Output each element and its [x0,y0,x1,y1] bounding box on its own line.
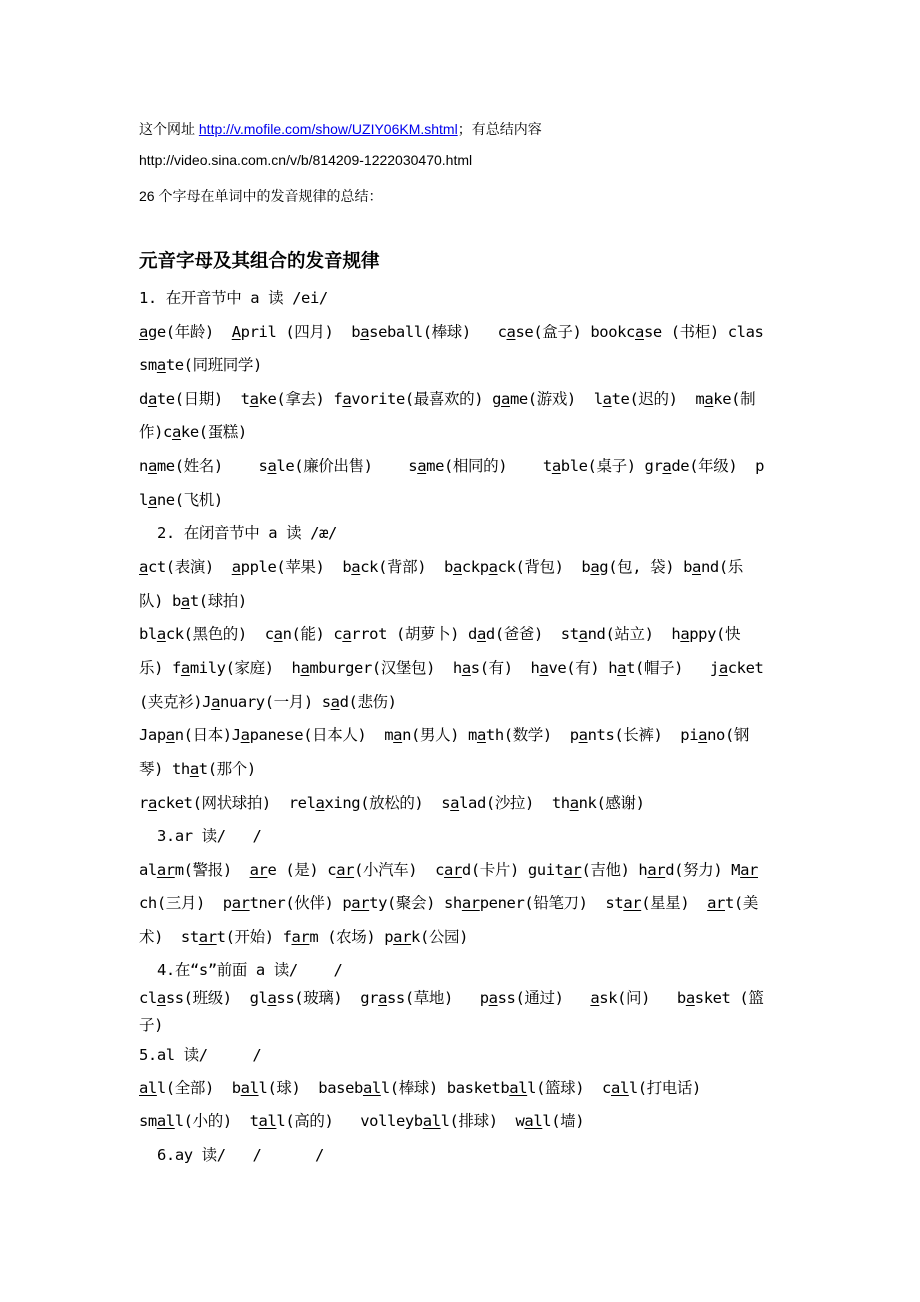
underlined-letters: ar [231,894,250,912]
vocab-line [157,521,337,543]
underlined-letters: a [156,989,166,1007]
underlined-letters: a [692,558,701,576]
line-text: se (书柜) clas [643,323,764,341]
line-text: xing(放松的) s [324,794,451,812]
vocab-line [139,555,743,577]
line-text: l [139,491,148,509]
line-text: l(排球) w [440,1112,525,1130]
underlined-letters: al [610,1079,629,1097]
line-text: sm [139,1112,157,1130]
underlined-letters: a [231,558,241,576]
line-text: nts(长裤) pi [587,726,699,744]
line-text: 琴) th [139,760,190,778]
underlined-letters: a [685,989,695,1007]
line-text: sm [139,356,157,374]
underlined-letters: a [300,659,310,677]
vocab-line [139,420,247,442]
line-text: seball(棒球) c [369,323,507,341]
line-text: th(数学) p [485,726,579,744]
line-text: t(美 [725,894,758,912]
line-text: 作)c [139,423,172,441]
line-text: tner(伙伴) p [249,894,352,912]
line-text: m(警报) [174,861,250,879]
line-text: vorite(最喜欢的) g [351,390,501,408]
underlined-letters: A [231,323,241,341]
underlined-letters: a [476,625,486,643]
underlined-letters: al [362,1079,381,1097]
line-text: ss(玻璃) gr [276,989,379,1007]
line-text: d(努力) M [665,861,741,879]
line-text: lad(沙拉) th [459,794,570,812]
underlined-letters: ar [351,894,370,912]
intro-line-sina: http://video.sina.com.cn/v/b/814209-1222030470.html [139,152,473,168]
underlined-letters: a [476,726,486,744]
underlined-letters: a [171,423,181,441]
underlined-letters: al [240,1079,259,1097]
underlined-letters: a [249,390,259,408]
line-text: ke(蛋糕) [180,423,247,441]
underlined-letters: a [211,693,221,711]
line-text: te(迟的) m [611,390,705,408]
line-text: d [139,390,148,408]
underlined-letters: ar [461,894,480,912]
line-text: te(日期) t [156,390,250,408]
underlined-letters: al [524,1112,543,1130]
line-text: mily(家庭) h [189,659,301,677]
underlined-letters: ar [336,861,355,879]
underlined-letters: ar [707,894,725,912]
vocab-line [139,690,397,712]
line-text: 2. 在闭音节中 a 读 /æ/ [157,524,337,542]
line-text: nd(站立) h [587,625,681,643]
underlined-letters: ar [444,861,462,879]
line-text: (小汽车) c [354,861,445,879]
line-text: l(球) baseb [258,1079,363,1097]
underlined-letters: ar [740,861,758,879]
underlined-letters: a [461,659,471,677]
line-text: r [139,794,148,812]
vocab-line [139,454,764,476]
vocab-line [139,791,645,813]
line-text: sket (篮 [694,989,764,1007]
line-text: n(日本)J [174,726,241,744]
line-text: (星星) [641,894,708,912]
underlined-letters: a [569,794,579,812]
mofile-link[interactable]: http://v.mofile.com/show/UZIY06KM.shtml [198,121,458,137]
underlined-letters: ar [291,928,310,946]
underlined-letters: a [718,659,728,677]
underlined-letters: a [450,794,460,812]
line-text: de(年级) p [671,457,765,475]
line-text: 6.ay 读/ / / [157,1146,324,1164]
vocab-line [139,1109,584,1131]
line-text: 乐) f [139,659,181,677]
line-text: ck(黑色的) c [165,625,274,643]
underlined-letters: a [488,989,498,1007]
underlined-letters: a [147,390,157,408]
underlined-letters: a [267,989,277,1007]
line-text: e (是) c [267,861,337,879]
line-text: l(棒球) basketb [380,1079,510,1097]
vocab-line [139,986,763,1008]
line-text: cket(网状球拍) rel [156,794,316,812]
underlined-letters: a [315,794,325,812]
line-text: ss(通过) [497,989,591,1007]
underlined-letters: a [240,726,250,744]
line-text: ble(桌子) gr [560,457,663,475]
line-text: ne(飞机) [156,491,223,509]
line-text: pple(苹果) b [240,558,352,576]
vocab-line [157,824,261,846]
underlined-letters: a [180,659,190,677]
intro-line-summary: 26 个字母在单词中的发音规律的总结： [139,188,383,204]
underlined-letters: a [165,726,175,744]
line-text: l(篮球) c [527,1079,611,1097]
vocab-line [139,286,328,308]
underlined-letters: al [139,1079,157,1097]
line-text: nd(乐 [700,558,743,576]
line-text: panese(日本人) m [249,726,394,744]
underlined-letters: al [156,1112,175,1130]
line-text: d(爸爸) st [485,625,579,643]
vocab-line [139,1043,261,1065]
line-text: (吉他) h [581,861,648,879]
line-text: 1. 在开音节中 a 读 /ei/ [139,289,328,307]
underlined-letters: a [578,625,588,643]
line-text: ge(年龄) [147,323,232,341]
line-text: ss(草地) p [387,989,489,1007]
line-text: l(墙) [542,1112,585,1130]
line-text: sk(问) b [599,989,686,1007]
underlined-letters: a [147,491,157,509]
underlined-letters: a [267,457,277,475]
underlined-letters: a [617,659,627,677]
line-text: ty(聚会) sh [369,894,462,912]
underlined-letters: ar [198,928,217,946]
underlined-letters: a [156,356,166,374]
underlined-letters: a [342,390,352,408]
line-text: d(悲伤) [339,693,397,711]
underlined-letters: a [590,989,600,1007]
underlined-letters: a [417,457,427,475]
underlined-letters: a [680,625,690,643]
underlined-letters: a [147,794,157,812]
vocab-line [139,858,758,880]
line-text: 4.在“s”前面 a 读/ / [157,961,343,979]
vocab-line [157,1143,324,1165]
underlined-letters: al [422,1112,441,1130]
line-text: ck(背部) b [360,558,453,576]
vocab-line [139,387,755,409]
line-text: 术) st [139,928,199,946]
underlined-letters: a [539,659,549,677]
underlined-letters: ar [563,861,582,879]
line-text: ss(班级) gl [165,989,268,1007]
underlined-letters: a [147,457,157,475]
underlined-letters: a [551,457,561,475]
line-text: te(同班同学) [165,356,262,374]
underlined-letters: a [704,390,714,408]
line-text: t(帽子) j [626,659,719,677]
intro-prefix: 这个网址 [139,121,199,137]
underlined-letters: a [139,323,148,341]
underlined-letters: a [602,390,612,408]
vocab-line [157,958,342,980]
underlined-letters: a [378,989,387,1007]
line-text: t(开始) f [216,928,292,946]
line-text: me(姓名) s [156,457,268,475]
line-text: cket [727,659,764,677]
underlined-letters: a [635,323,644,341]
line-text: 队) b [139,592,181,610]
line-text: l(高的) volleyb [276,1112,423,1130]
underlined-letters: a [156,625,166,643]
underlined-letters: al [509,1079,528,1097]
line-text: l(打电话) [628,1079,701,1097]
underlined-letters: a [590,558,600,576]
line-text: s(有) h [470,659,540,677]
line-text: t(那个) [198,760,256,778]
line-text: pener(铅笔刀) st [479,894,624,912]
line-text: ckp [461,558,489,576]
line-text: ve(有) h [548,659,618,677]
line-text: nk(感谢) [578,794,645,812]
line-text: n(男人) m [402,726,477,744]
line-text: nuary(一月) s [220,693,331,711]
underlined-letters: a [360,323,370,341]
vocab-line [139,622,740,644]
underlined-letters: a [698,726,708,744]
underlined-letters: a [506,323,516,341]
underlined-letters: ar [249,861,268,879]
intro-line-url [139,119,542,139]
vocab-line [139,757,256,779]
line-text: ct(表演) [147,558,232,576]
underlined-letters: ar [393,928,412,946]
line-text: g(包, 袋) b [599,558,693,576]
underlined-letters: a [189,760,199,778]
line-text: l(全部) b [156,1079,241,1097]
vocab-line [139,353,262,375]
underlined-letters: a [139,558,148,576]
line-text: bl [139,625,157,643]
line-text: ch(三月) p [139,894,232,912]
underlined-letters: a [180,592,190,610]
vocab-line [139,723,749,745]
underlined-letters: a [393,726,403,744]
line-text: rrot (胡萝卜) d [351,625,477,643]
line-text: ke(拿去) f [258,390,343,408]
line-text: al [139,861,157,879]
line-text: le(廉价出售) s [276,457,418,475]
underlined-letters: a [342,625,352,643]
line-text: n [139,457,148,475]
underlined-letters: a [501,390,510,408]
line-text: (夹克衫)J [139,693,212,711]
vocab-line [139,925,468,947]
intro-suffix: ；有总结内容 [457,121,542,137]
line-text: me(游戏) l [509,390,603,408]
underlined-letters: a [488,558,498,576]
line-text: m (农场) p [309,928,394,946]
vocab-line [139,656,763,678]
line-text: ck(背包) b [497,558,591,576]
underlined-letters: a [662,457,672,475]
underlined-letters: ar [647,861,666,879]
underlined-letters: al [258,1112,277,1130]
underlined-letters: a [578,726,588,744]
line-text: se(盒子) bookc [515,323,635,341]
underlined-letters: ar [623,894,642,912]
line-text: n(能) c [282,625,343,643]
line-text: pril (四月) b [240,323,361,341]
line-text: 子) [139,1016,164,1034]
line-text: k(公园) [411,928,469,946]
vocab-line [139,488,223,510]
line-text: Jap [139,726,166,744]
line-text: cl [139,989,157,1007]
vocab-line [139,1076,701,1098]
line-text: t(球拍) [189,592,247,610]
vocab-line [139,589,247,611]
underlined-letters: a [452,558,462,576]
vocab-line [139,1013,163,1035]
line-text: 5.al 读/ / [139,1046,262,1064]
line-text: mburger(汉堡包) h [309,659,462,677]
line-text: d(卡片) guit [461,861,564,879]
section-heading: 元音字母及其组合的发音规律 [139,251,380,272]
underlined-letters: a [351,558,361,576]
vocab-line [139,320,763,342]
line-text: ppy(快 [689,625,741,643]
underlined-letters: ar [156,861,175,879]
line-text: 3.ar 读/ / [157,827,262,845]
line-text: no(钢 [707,726,750,744]
line-text: me(相同的) t [426,457,552,475]
underlined-letters: a [273,625,283,643]
line-text: l(小的) t [174,1112,259,1130]
line-text: ke(制 [713,390,756,408]
underlined-letters: a [330,693,340,711]
vocab-line [139,891,758,913]
